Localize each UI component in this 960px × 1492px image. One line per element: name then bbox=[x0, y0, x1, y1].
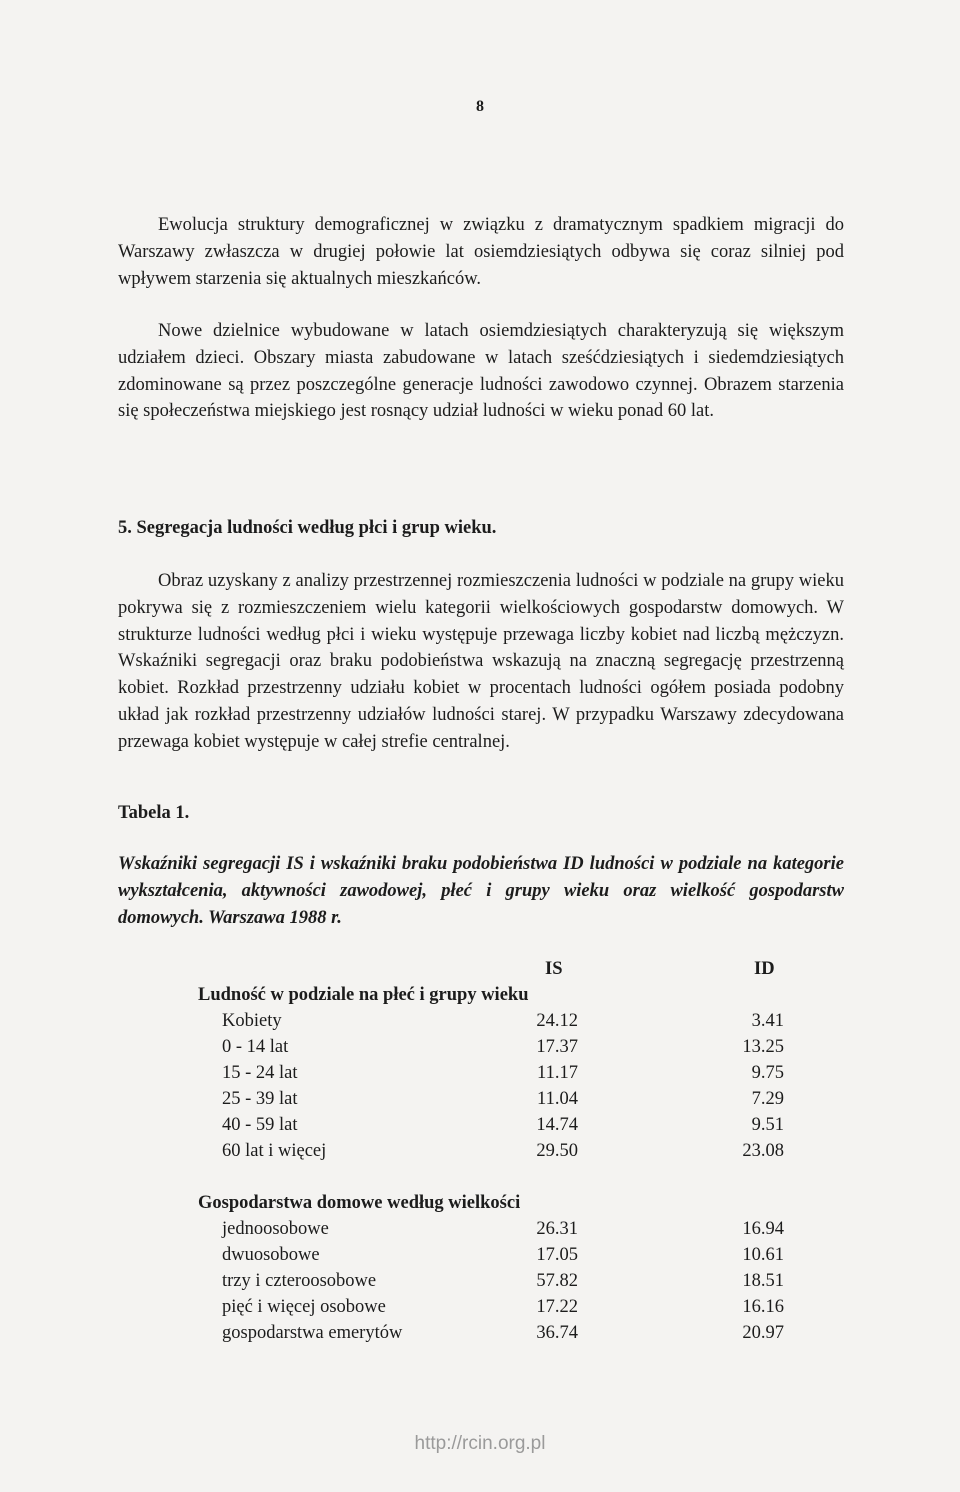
table-row bbox=[0, 1245, 960, 1271]
row-value-is: 17.22 bbox=[536, 1297, 578, 1317]
table-row bbox=[0, 1115, 960, 1141]
row-value-is: 11.04 bbox=[537, 1089, 578, 1109]
paragraph-age-analysis: Obraz uzyskany z analizy przestrzennej rozmieszczenia ludności w podziale na grupy wieku pokrywa się z rozmieszczeniem wielu kategorii wielkościowych gospodarstw domowych. W strukturze ludności według płci i wieku występuje przewaga liczby kobiet nad liczbą mężczyzn. Wskaźniki segregacji oraz braku podobieństwa wskazują na znaczną segregację przestrzenną kobiet. Rozkład przestrzenny udziału kobiet w procentach ludności ogółem posiada podobny układ jak rozkład przestrzenny udziałów ludności starej. W przypadku Warszawy zdecydowana przewaga kobiet występuje w całej strefie centralnej. bbox=[118, 571, 844, 752]
table-row bbox=[0, 1141, 960, 1167]
row-label: 40 - 59 lat bbox=[222, 1115, 298, 1135]
row-value-is: 24.12 bbox=[536, 1011, 578, 1031]
table-row bbox=[0, 1037, 960, 1063]
row-value-is: 17.05 bbox=[536, 1245, 578, 1265]
row-value-is: 57.82 bbox=[536, 1271, 578, 1291]
row-label: trzy i czteroosobowe bbox=[222, 1271, 377, 1291]
row-label: 15 - 24 lat bbox=[222, 1063, 298, 1083]
row-value-id: 16.94 bbox=[742, 1219, 784, 1239]
paragraph-demographic-evolution: Ewolucja struktury demograficznej w związku z dramatycznym spadkiem migracji do Warszawy zwłaszcza w drugiej połowie lat osiemdziesiątych odbywa się coraz silniej pod wpływem starzenia się aktualnych mieszkańców. bbox=[118, 215, 844, 289]
table-caption: Wskaźniki segregacji IS i wskaźniki braku podobieństwa ID ludności w podziale na kategorie wykształcenia, aktywności zawodowej, płeć i grupy wieku oraz wielkość gospodarstw domowych. Warszawa 1988 r. bbox=[118, 854, 844, 928]
row-label: 25 - 39 lat bbox=[222, 1089, 298, 1109]
row-value-id: 10.61 bbox=[742, 1245, 784, 1265]
table-row bbox=[0, 1323, 960, 1349]
row-value-is: 36.74 bbox=[536, 1323, 578, 1343]
table-label: Tabela 1. bbox=[118, 803, 190, 823]
row-value-id: 3.41 bbox=[751, 1011, 784, 1031]
row-value-id: 9.75 bbox=[751, 1063, 784, 1083]
row-label: pięć i więcej osobowe bbox=[222, 1297, 386, 1317]
section-heading: 5. Segregacja ludności według płci i grup wieku. bbox=[118, 518, 497, 538]
row-value-id: 18.51 bbox=[742, 1271, 784, 1291]
paragraph-new-districts: Nowe dzielnice wybudowane w latach osiemdziesiątych charakteryzują się większym udziałem dzieci. Obszary miasta zabudowane w latach sześćdziesiątych i siedemdziesiątych zdominowane są przez poszczególne generacje ludności zawodowo czynnej. Obrazem starzenia się społeczeństwa miejskiego jest rosnący udział ludności w wieku ponad 60 lat. bbox=[118, 321, 844, 422]
table-row bbox=[0, 1089, 960, 1115]
source-url-link[interactable]: http://rcin.org.pl bbox=[414, 1433, 546, 1454]
row-value-is: 11.17 bbox=[537, 1063, 578, 1083]
row-label: gospodarstwa emerytów bbox=[222, 1323, 403, 1343]
table-row bbox=[0, 1271, 960, 1297]
row-value-id: 13.25 bbox=[742, 1037, 784, 1057]
row-value-is: 29.50 bbox=[536, 1141, 578, 1161]
row-label: 0 - 14 lat bbox=[222, 1037, 289, 1057]
table-group-title: Gospodarstwa domowe według wielkości bbox=[198, 1193, 521, 1213]
column-header-id: ID bbox=[754, 959, 775, 979]
column-header-is: IS bbox=[545, 959, 563, 979]
table-row bbox=[0, 1219, 960, 1245]
table-row bbox=[0, 1011, 960, 1037]
row-value-is: 26.31 bbox=[536, 1219, 578, 1239]
row-label: 60 lat i więcej bbox=[222, 1141, 327, 1161]
row-value-id: 23.08 bbox=[742, 1141, 784, 1161]
page-number: 8 bbox=[476, 98, 484, 115]
row-label: jednoosobowe bbox=[222, 1219, 329, 1239]
row-value-id: 20.97 bbox=[742, 1323, 784, 1343]
row-value-id: 16.16 bbox=[742, 1297, 784, 1317]
row-value-id: 7.29 bbox=[751, 1089, 784, 1109]
table-row bbox=[0, 1063, 960, 1089]
row-value-id: 9.51 bbox=[751, 1115, 784, 1135]
row-label: Kobiety bbox=[222, 1011, 282, 1031]
row-value-is: 17.37 bbox=[536, 1037, 578, 1057]
table-group-title: Ludność w podziale na płeć i grupy wieku bbox=[198, 985, 529, 1005]
row-value-is: 14.74 bbox=[536, 1115, 578, 1135]
row-label: dwuosobowe bbox=[222, 1245, 320, 1265]
table-row bbox=[0, 1297, 960, 1323]
